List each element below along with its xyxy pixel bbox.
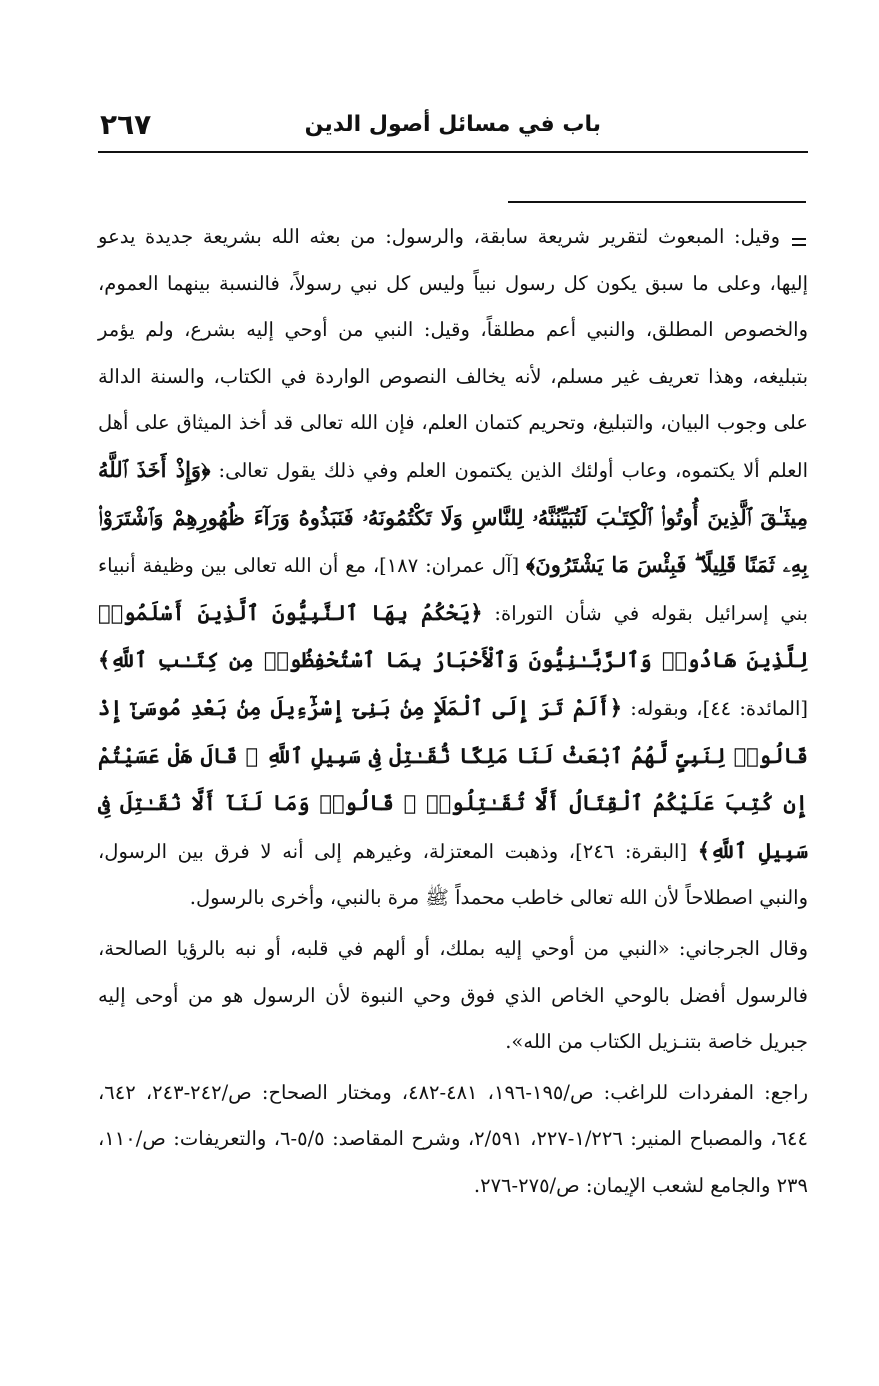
paragraph-text: وقيل: المبعوث لتقرير شريعة سابقة، والرسول: من بعثه الله بشريعة جديدة يدعو إليها، وعلى ما سبق يكون كل رسول نبياً وليس كل نبي رسولاً، فالنسبة بينهما العموم، والخصوص المطلق، والنبي أعم مطلقاً، وقيل: النبي من أوحي إليه بشرع، ولم يؤمر بتبليغه، وهذا تعريف غير مسلم، لأنه يخالف النصوص الواردة في الكتاب، والسنة الدالة على وجوب البيان، والتبليغ، وتحريم كتمان العلم، فإن الله تعالى قد أخذ الميثاق على أهل العلم ألا يكتموه، وعاب أولئك الذين يكتمون العلم وفي ذلك يقول تعالى: bbox=[98, 225, 808, 482]
quran-verse: ﴿يَحْكُمُ بِهَا ٱلنَّبِيُّونَ ٱلَّذِينَ أَسْلَمُوا۟ لِلَّذِينَ هَادُوا۟ وَٱلرَّبَّـٰنِيُّونَ وَٱلْأَحْبَارُ بِمَا ٱسْتُحْفِظُوا۟ مِن كِتَـٰبِ ٱللَّهِ﴾ bbox=[98, 599, 808, 673]
chapter-title: باب في مسائل أصول الدين bbox=[304, 112, 601, 137]
footnote-body bbox=[98, 214, 808, 1209]
verse-reference: [آل عمران: ١٨٧]، مع أن الله تعالى بين وظيفة أنبياء بني إسرائيل بقوله في شأن التوراة: bbox=[98, 554, 808, 625]
page-number: ٢٦٧ bbox=[100, 108, 152, 141]
quran-verse: ﴿أَلَمْ تَرَ إِلَى ٱلْمَلَإِ مِنۢ بَنِىٓ إِسْرَٰٓءِيلَ مِنۢ بَعْدِ مُوسَىٰٓ إِذْ قَالُوا۟ لِنَبِىٍّ لَّهُمُ ٱبْعَثْ لَنَا مَلِكًا نُّقَـٰتِلْ فِى سَبِيلِ ٱللَّهِ ۖ قَالَ هَلْ عَسَيْتُمْ إِن كُتِبَ عَلَيْكُمُ ٱلْقِتَالُ أَلَّا تُقَـٰتِلُوا۟ ۖ قَالُوا۟ وَمَا لَنَآ أَلَّا نُقَـٰتِلَ فِى سَبِيلِ ٱللَّهِ﴾ bbox=[98, 694, 809, 863]
header-divider bbox=[98, 151, 808, 153]
footnote-paragraph-2: وقال الجرجاني: «النبي من أوحي إليه بملك، أو ألهم في قلبه، أو نبه بالرؤيا الصالحة، فالرسول أفضل بالوحي الخاص الذي فوق وحي النبوة لأن الرسول هو من أوحى إليه جبريل خاصة بتنـزيل الكتاب من الله». bbox=[98, 936, 808, 1054]
quran-verse: ﴿وَإِذْ أَخَذَ ٱللَّهُ مِيثَـٰقَ ٱلَّذِينَ أُوتُوا۟ ٱلْكِتَـٰبَ لَتُبَيِّنُنَّهُۥ لِلنَّاسِ وَلَا تَكْتُمُونَهُۥ فَنَبَذُوهُ وَرَآءَ ظُهُورِهِمْ وَٱشْتَرَوْا۟ بِهِۦ ثَمَنًا قَلِيلًا ۖ فَبِئْسَ مَا يَشْتَرُونَ﴾ bbox=[98, 456, 808, 578]
verse-reference: [البقرة: ٢٤٦]، وذهبت المعتزلة، وغيرهم إلى أنه لا فرق بين الرسول، والنبي اصطلاحاً لأن الله تعالى خاطب محمداً ﷺ مرة بالنبي، وأخرى بالرسول. bbox=[98, 839, 808, 910]
verse-reference: [المائدة: ٤٤]، وبقوله: bbox=[630, 696, 808, 720]
footnote-paragraph-1 bbox=[98, 214, 808, 922]
page-header bbox=[98, 108, 806, 148]
references-paragraph: راجع: المفردات للراغب: ص/١٩٥-١٩٦، ٤٨١-٤٨٢، ومختار الصحاح: ص/٢٤٢-٢٤٣، ٦٤٢، ٦٤٤، والمصباح المنير: ١/٢٢٦-٢٢٧، ٢/٥٩١، وشرح المقاصد: ٥/٥-٦، والتعريفات: ص/١١٠، ٢٣٩ والجامع لشعب الإيمان: ص/٢٧٥-٢٧٦. bbox=[98, 1080, 808, 1197]
footnote-divider bbox=[508, 201, 806, 203]
